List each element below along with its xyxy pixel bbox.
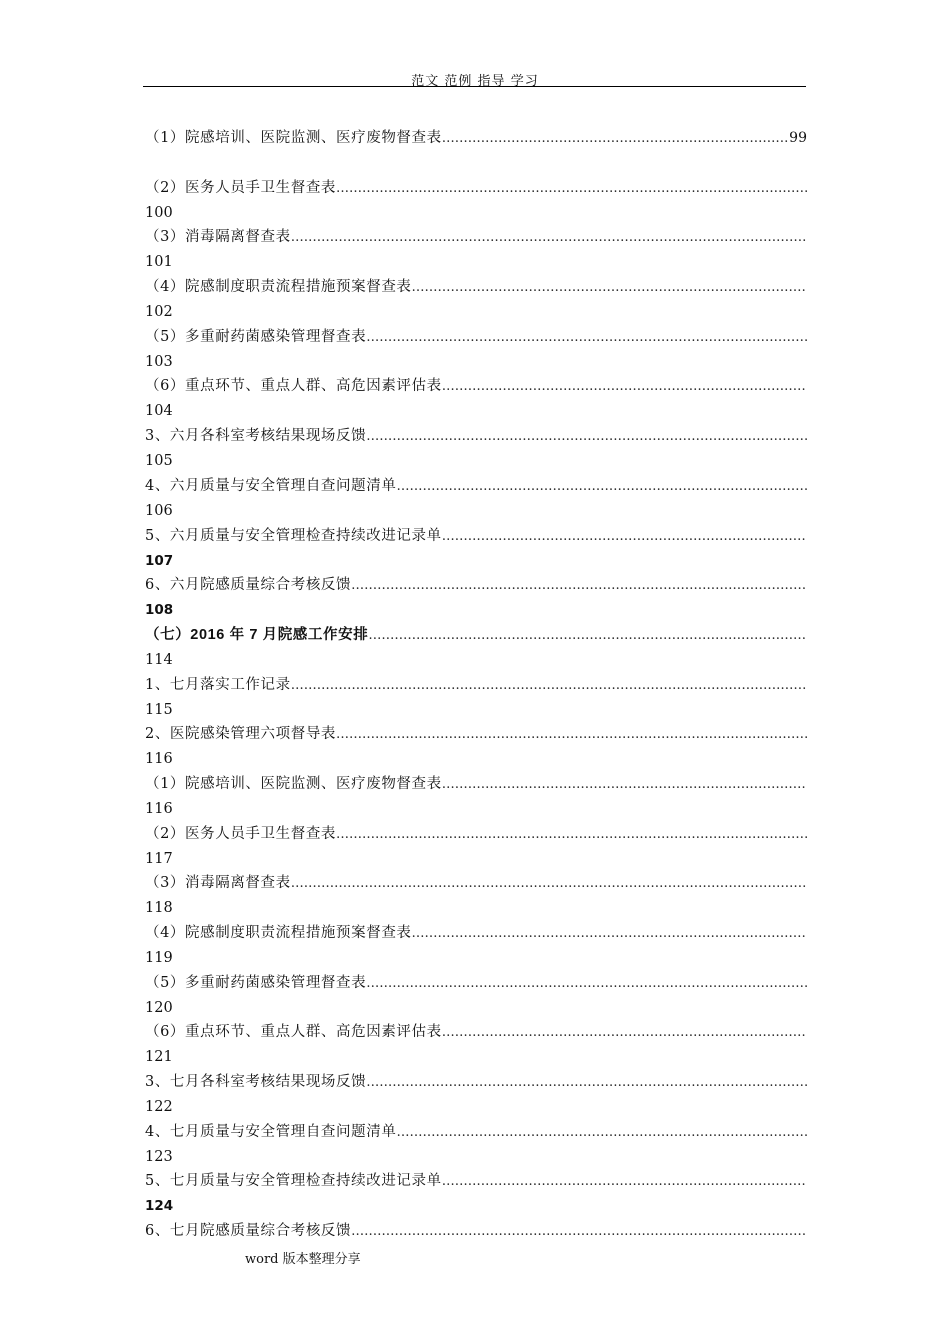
toc-entry xyxy=(145,722,807,772)
toc-leader-dots xyxy=(442,127,789,150)
toc-entry-title: （2）医务人员手卫生督查表 xyxy=(145,179,337,196)
toc-leader-dots xyxy=(351,574,807,597)
toc-entry-title: 6、七月院感质量综合考核反馈 xyxy=(145,1223,352,1240)
toc-entry xyxy=(145,126,807,176)
toc-entry-page: 118 xyxy=(145,900,173,917)
toc-entry-page: 124 xyxy=(145,1198,174,1215)
page-footer: word 版本整理分享 xyxy=(245,1252,361,1267)
toc-entry xyxy=(145,1070,807,1120)
toc-entry xyxy=(145,325,807,375)
toc-leader-dots xyxy=(442,1021,807,1044)
toc-entry-line xyxy=(145,921,807,945)
toc-entry-line xyxy=(145,1070,807,1094)
toc-entry-title: 1、七月落实工作记录 xyxy=(145,676,291,693)
toc-entry-title: 6、六月院感质量综合考核反馈 xyxy=(145,577,352,594)
toc-entry-line xyxy=(145,871,807,895)
toc-entry-title: 3、六月各科室考核结果现场反馈 xyxy=(145,428,367,445)
toc-entry-page: 100 xyxy=(145,204,173,221)
toc-entry-title: （6）重点环节、重点人群、高危因素评估表 xyxy=(145,378,442,395)
toc-entry-line xyxy=(145,623,807,647)
header-divider xyxy=(143,86,806,87)
toc-entry-line xyxy=(145,971,807,995)
toc-entry-line xyxy=(145,772,807,796)
toc-entry-line xyxy=(145,325,807,349)
toc-entry-line xyxy=(145,225,807,249)
toc-entry-page: 116 xyxy=(145,800,173,817)
toc-entry-line xyxy=(145,424,807,448)
page-header: 范文 范例 指导 学习 xyxy=(411,74,539,89)
toc-entry-title: 4、六月质量与安全管理自查问题清单 xyxy=(145,477,397,494)
toc-entry-title: 4、七月质量与安全管理自查问题清单 xyxy=(145,1123,397,1140)
toc-entry xyxy=(145,1120,807,1170)
toc-entry-title: 5、六月质量与安全管理检查持续改进记录单 xyxy=(145,527,442,544)
toc-entry-title: （5）多重耐药菌感染管理督查表 xyxy=(145,328,367,345)
toc-entry-title: （3）消毒隔离督查表 xyxy=(145,229,291,246)
toc-entry-line xyxy=(145,1120,807,1144)
toc-entry xyxy=(145,673,807,723)
toc-entry-page: 114 xyxy=(145,651,173,668)
toc-entry xyxy=(145,524,807,574)
toc-leader-dots xyxy=(366,972,807,995)
toc-entry xyxy=(145,573,807,623)
toc-leader-dots xyxy=(366,425,807,448)
toc-entry-line xyxy=(145,1169,807,1193)
toc-leader-dots xyxy=(291,674,807,697)
toc-entry-line xyxy=(145,573,807,597)
toc-leader-dots xyxy=(336,823,807,846)
toc-leader-dots xyxy=(291,872,807,895)
toc-leader-dots xyxy=(442,525,807,548)
toc-entry-title: （1）院感培训、医院监测、医疗废物督查表 xyxy=(145,130,442,146)
toc-leader-dots xyxy=(336,723,807,746)
toc-entry xyxy=(145,871,807,921)
toc-entry-title: （5）多重耐药菌感染管理督查表 xyxy=(145,974,367,991)
toc-leader-dots xyxy=(442,1170,807,1193)
toc-leader-dots xyxy=(442,375,807,398)
toc-entry-line xyxy=(145,1219,807,1243)
toc-entry xyxy=(145,921,807,971)
toc-entry-title: （6）重点环节、重点人群、高危因素评估表 xyxy=(145,1024,442,1041)
toc-leader-dots xyxy=(442,773,807,796)
toc-entry-line xyxy=(145,176,807,200)
toc-entry-line xyxy=(145,275,807,299)
toc-entry-page: 123 xyxy=(145,1148,173,1165)
toc-entry-page: 117 xyxy=(145,850,173,867)
toc-entry-title: （4）院感制度职责流程措施预案督查表 xyxy=(145,279,412,296)
toc-entry xyxy=(145,424,807,474)
toc-leader-dots xyxy=(412,276,807,299)
toc-entry-title: （2）医务人员手卫生督查表 xyxy=(145,825,337,842)
table-of-contents xyxy=(145,126,807,1269)
toc-entry-line xyxy=(145,673,807,697)
toc-entry-page: 105 xyxy=(145,453,173,470)
toc-entry-page: 104 xyxy=(145,403,173,420)
toc-entry-title: 5、七月质量与安全管理检查持续改进记录单 xyxy=(145,1173,442,1190)
toc-entry xyxy=(145,822,807,872)
toc-leader-dots xyxy=(396,1121,807,1144)
toc-entry-page: 103 xyxy=(145,353,173,370)
toc-entry xyxy=(145,275,807,325)
toc-entry-page: 102 xyxy=(145,304,173,321)
toc-entry xyxy=(145,374,807,424)
toc-entry-page: 122 xyxy=(145,1099,173,1116)
toc-entry-title: （七）2016 年 7 月院感工作安排 xyxy=(145,626,369,643)
toc-entry-line xyxy=(145,474,807,498)
toc-entry-line xyxy=(145,524,807,548)
toc-entry-page: 115 xyxy=(145,701,173,718)
toc-leader-dots xyxy=(368,624,807,647)
toc-entry-page: 99 xyxy=(789,130,807,146)
toc-entry-page: 108 xyxy=(145,602,174,619)
toc-entry-page: 121 xyxy=(145,1049,173,1066)
toc-entry-line xyxy=(145,1020,807,1044)
toc-leader-dots xyxy=(366,1071,807,1094)
toc-entry-page: 119 xyxy=(145,950,173,966)
toc-entry-title: 3、七月各科室考核结果现场反馈 xyxy=(145,1074,367,1091)
toc-entry-page: 120 xyxy=(145,999,173,1016)
toc-entry-line xyxy=(145,126,807,150)
toc-entry-page: 101 xyxy=(145,254,173,271)
toc-leader-dots xyxy=(366,326,807,349)
toc-entry-title: （1）院感培训、医院监测、医疗废物督查表 xyxy=(145,775,442,792)
toc-entry xyxy=(145,1169,807,1219)
toc-entry xyxy=(145,176,807,226)
toc-leader-dots xyxy=(351,1220,807,1243)
toc-entry xyxy=(145,623,807,673)
toc-leader-dots xyxy=(291,226,807,249)
toc-entry-page: 116 xyxy=(145,751,173,768)
toc-leader-dots xyxy=(412,922,807,945)
toc-entry-page: 107 xyxy=(145,552,174,569)
toc-entry-page: 106 xyxy=(145,502,173,519)
toc-entry xyxy=(145,1020,807,1070)
toc-entry-line xyxy=(145,722,807,746)
toc-entry-title: 2、医院感染管理六项督导表 xyxy=(145,726,337,743)
toc-entry-title: （3）消毒隔离督查表 xyxy=(145,875,291,892)
toc-entry xyxy=(145,474,807,524)
toc-entry xyxy=(145,971,807,1021)
toc-entry-title: （4）院感制度职责流程措施预案督查表 xyxy=(145,925,412,941)
toc-entry xyxy=(145,772,807,822)
toc-entry-line xyxy=(145,822,807,846)
toc-leader-dots xyxy=(396,475,807,498)
toc-entry xyxy=(145,225,807,275)
toc-entry-line xyxy=(145,374,807,398)
toc-leader-dots xyxy=(336,177,807,200)
